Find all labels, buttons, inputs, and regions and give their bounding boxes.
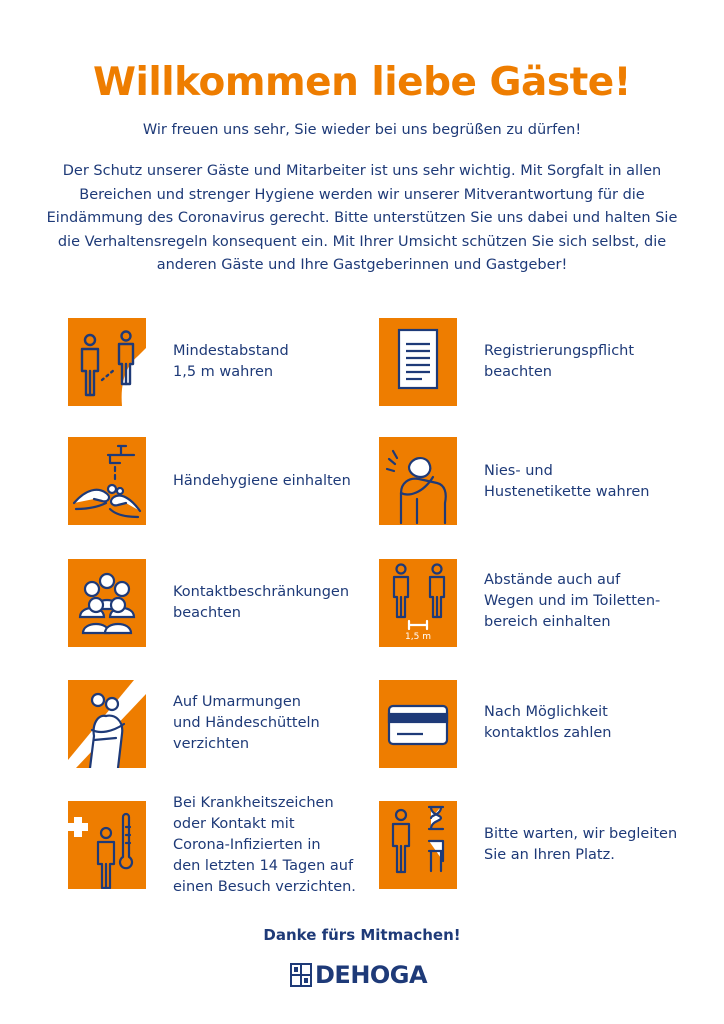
rule-label-payment: Nach Möglichkeit kontaktlos zahlen (484, 704, 612, 741)
group-people-icon (68, 559, 146, 647)
dehoga-logo (290, 961, 427, 989)
intro-paragraph: Der Schutz unserer Gäste und Mitarbeiter ist uns sehr wichtig. Mit Sorgfalt in allen Bereichen und strenger Hygiene werden wir unserer Mitverantwortung für die Eindämmung des Coronavirus gerecht. Bitte unterstützen Sie uns dabei und halten Sie die Verhaltensregeln konsequent ein. Mit Ihrer Umsicht schützen Sie sich selbst, die anderen Gäste und Ihre Gastgeberinnen und Gastgeber! (46, 163, 678, 273)
rule-label-paths: Abstände auch auf Wegen und im Toiletten- bereich einhalten (484, 572, 661, 630)
rule-label-distance: Mindestabstand 1,5 m wahren (173, 343, 289, 380)
distance-measure-icon (379, 559, 457, 647)
sneeze-elbow-icon (379, 437, 457, 525)
fever-thermometer-icon (68, 801, 146, 889)
rule-label-symptoms: Bei Krankheitszeichen oder Kontakt mit Corona-Infizierten in den letzten 14 Tagen auf einen Besuch verzichten. (173, 795, 356, 895)
dehoga-logo-text: DEHOGA (315, 961, 428, 989)
page-title: Willkommen liebe Gäste! (93, 60, 631, 105)
rule-label-sneeze: Nies- und Hustenetikette wahren (484, 463, 650, 500)
no-hugging-icon (68, 680, 146, 768)
welcome-subtitle: Wir freuen uns sehr, Sie wieder bei uns begrüßen zu dürfen! (142, 122, 582, 138)
dehoga-logo-mark-icon (290, 963, 312, 987)
distance-people-icon (68, 318, 146, 406)
rule-label-hugging: Auf Umarmungen und Händeschütteln verzichten (173, 694, 320, 752)
rule-label-waiting: Bitte warten, wir begleiten Sie an Ihren Platz. (484, 826, 678, 863)
hand-washing-icon (68, 437, 146, 525)
payment-card-icon (379, 680, 457, 768)
distance-measure-label: 1,5 m (405, 632, 431, 642)
wait-to-be-seated-icon (379, 801, 457, 889)
thanks-message: Danke fürs Mitmachen! (263, 926, 461, 944)
rule-label-registration: Registrierungspflicht beachten (484, 343, 635, 380)
rule-label-contacts: Kontaktbeschränkungen beachten (173, 584, 350, 621)
rule-label-hand-hygiene: Händehygiene einhalten (173, 473, 351, 489)
registration-document-icon (379, 318, 457, 406)
